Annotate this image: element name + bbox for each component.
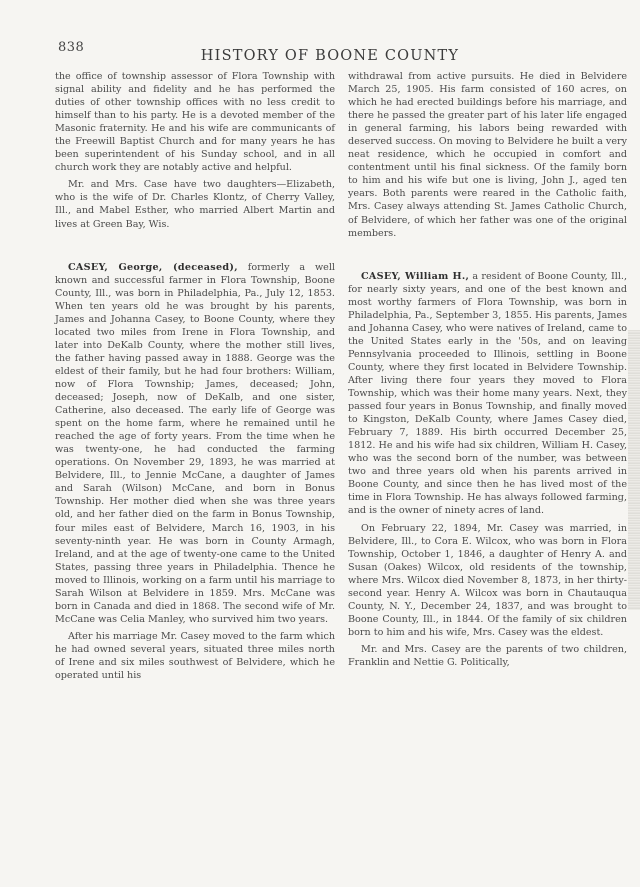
paragraph-william-marriage: On February 22, 1894, Mr. Casey was married, in Belvidere, Ill., to Cora E. Wilcox, who was born in Flora Township, October 1, 1846, a daughter of Henry A. and Susan (Oakes) Wilcox, old residents of the township, where Mrs. Wilcox died November 8, 1873, in her thirty-second year. Henry A. Wilcox was born in Chautauqua County, N. Y., December 24, 1837, and was brought to Boone County, Ill., in 1844. Of the family of six children born to him and his wife, Mrs. Casey was the eldest. (348, 522, 627, 638)
page-number: 838 (58, 40, 85, 55)
entry-body-william: a resident of Boone County, Ill., for nearly sixty years, and one of the best known and most worthy farmers of Flora Township, was born in Philadelphia, Pa., September 3, 1855. His parents, James and Johanna Casey, who were natives of Ireland, came to the United States early in the '50s, and on leaving Pennsylvania proceeded to Illinois, settling in Boone County, where they first located in Belvidere Township. After living there four years they moved to Flora Township, which was their home many years. Next, they passed four years in Bonus Township, and finally moved to Kingston, DeKalb County, where James Casey died, February 7, 1889. His birth occurred December 25, 1812. He and his wife had six children, William H. Casey, who was the second born of the number, was between two and three years old when his parents arrived in Boone County, and since then he has lived most of the time in Flora Township. He has always followed farming, and is the owner of ninety acres of land. (348, 270, 627, 517)
right-column (348, 70, 627, 673)
entry-heading-william: CASEY, William H., (361, 270, 470, 282)
left-column (55, 70, 335, 686)
paragraph-case-daughters: Mr. and Mrs. Case have two daughters—Elizabeth, who is the wife of Dr. Charles Klontz, of Cherry Valley, Ill., and Mabel Esther, who married Albert Martin and lives at Green Bay, Wis. (55, 179, 335, 230)
entry-casey-george (55, 261, 335, 626)
entry-body-george: formerly a well known and successful farmer in Flora Township, Boone County, Ill., was born in Philadelphia, Pa., July 12, 1853. When ten years old he was brought by his parents, James and Johanna Casey, to Boone County, where they located two miles from Irene in Flora Township, and later into DeKalb County, where the mother still lives, the father having passed away in 1888. George was the eldest of their family, but he had four brothers: William, now of Flora Township; James, deceased; John, deceased; Joseph, now of DeKalb, and one sister, Catherine, also deceased. The early life of George was spent on the home farm, where he remained until he reached the age of forty years. From the time when he was twenty-one, he had conducted the farming operations. On November 29, 1893, he was married at Belvidere, Ill., to Jennie McCane, a daughter of James and Sarah (Wilson) McCane, and born in Bonus Township. Her mother died when she was three years old, and her father died on the farm in Bonus Township, four miles east of Belvidere, March 16, 1903, in his seventy-ninth year. He was born in County Armagh, Ireland, and at the age of twenty-one came to the United States, passing three years in Philadelphia. Thence he moved to Illinois, working on a farm until his marriage to Sarah Wilson at Belvidere in 1859. Mrs. McCane was born in Canada and died in 1868. The second wife of Mr. McCane was Celia Manley, who survived him two years. (55, 261, 335, 625)
entry-heading-george: CASEY, George, (deceased), (68, 261, 238, 273)
entry-casey-william (348, 270, 627, 518)
paragraph-george-continued: withdrawal from active pursuits. He died in Belvidere March 25, 1905. His farm consisted of 160 acres, on which he had erected buildings before his marriage, and there he passed the greater part of his later life engaged in general farming, his labors being rewarded with deserved success. On moving to Belvidere he built a very neat residence, which he occupied in comfort and contentment until his final sickness. Of the family born to him and his wife but one is living, John J., aged ten years. Both parents were reared in the Catholic faith, Mrs. Casey always attending St. James Catholic Church, of Belvidere, of which her father was one of the original members. (348, 71, 627, 239)
paragraph-george-after-marriage: After his marriage Mr. Casey moved to the farm which he had owned several years, situated three miles north of Irene and six miles southwest of Belvidere, which he operated until his (55, 630, 335, 682)
paragraph-continued: the office of township assessor of Flora Township with signal ability and fidelity and he has performed the duties of other township offices with no less credit to himself than to his party. He is a devoted member of the Masonic fraternity. He and his wife are communicants of the Freewill Baptist Church and for many years he has been superintendent of his Sunday school, and in all church work they are notably active and helpful. (55, 71, 335, 174)
running-title: HISTORY OF BOONE COUNTY (200, 48, 460, 64)
paragraph-william-children: Mr. and Mrs. Casey are the parents of two children, Franklin and Nettie G. Politically, (348, 643, 627, 668)
page-edge-scan-artifact (628, 330, 640, 610)
